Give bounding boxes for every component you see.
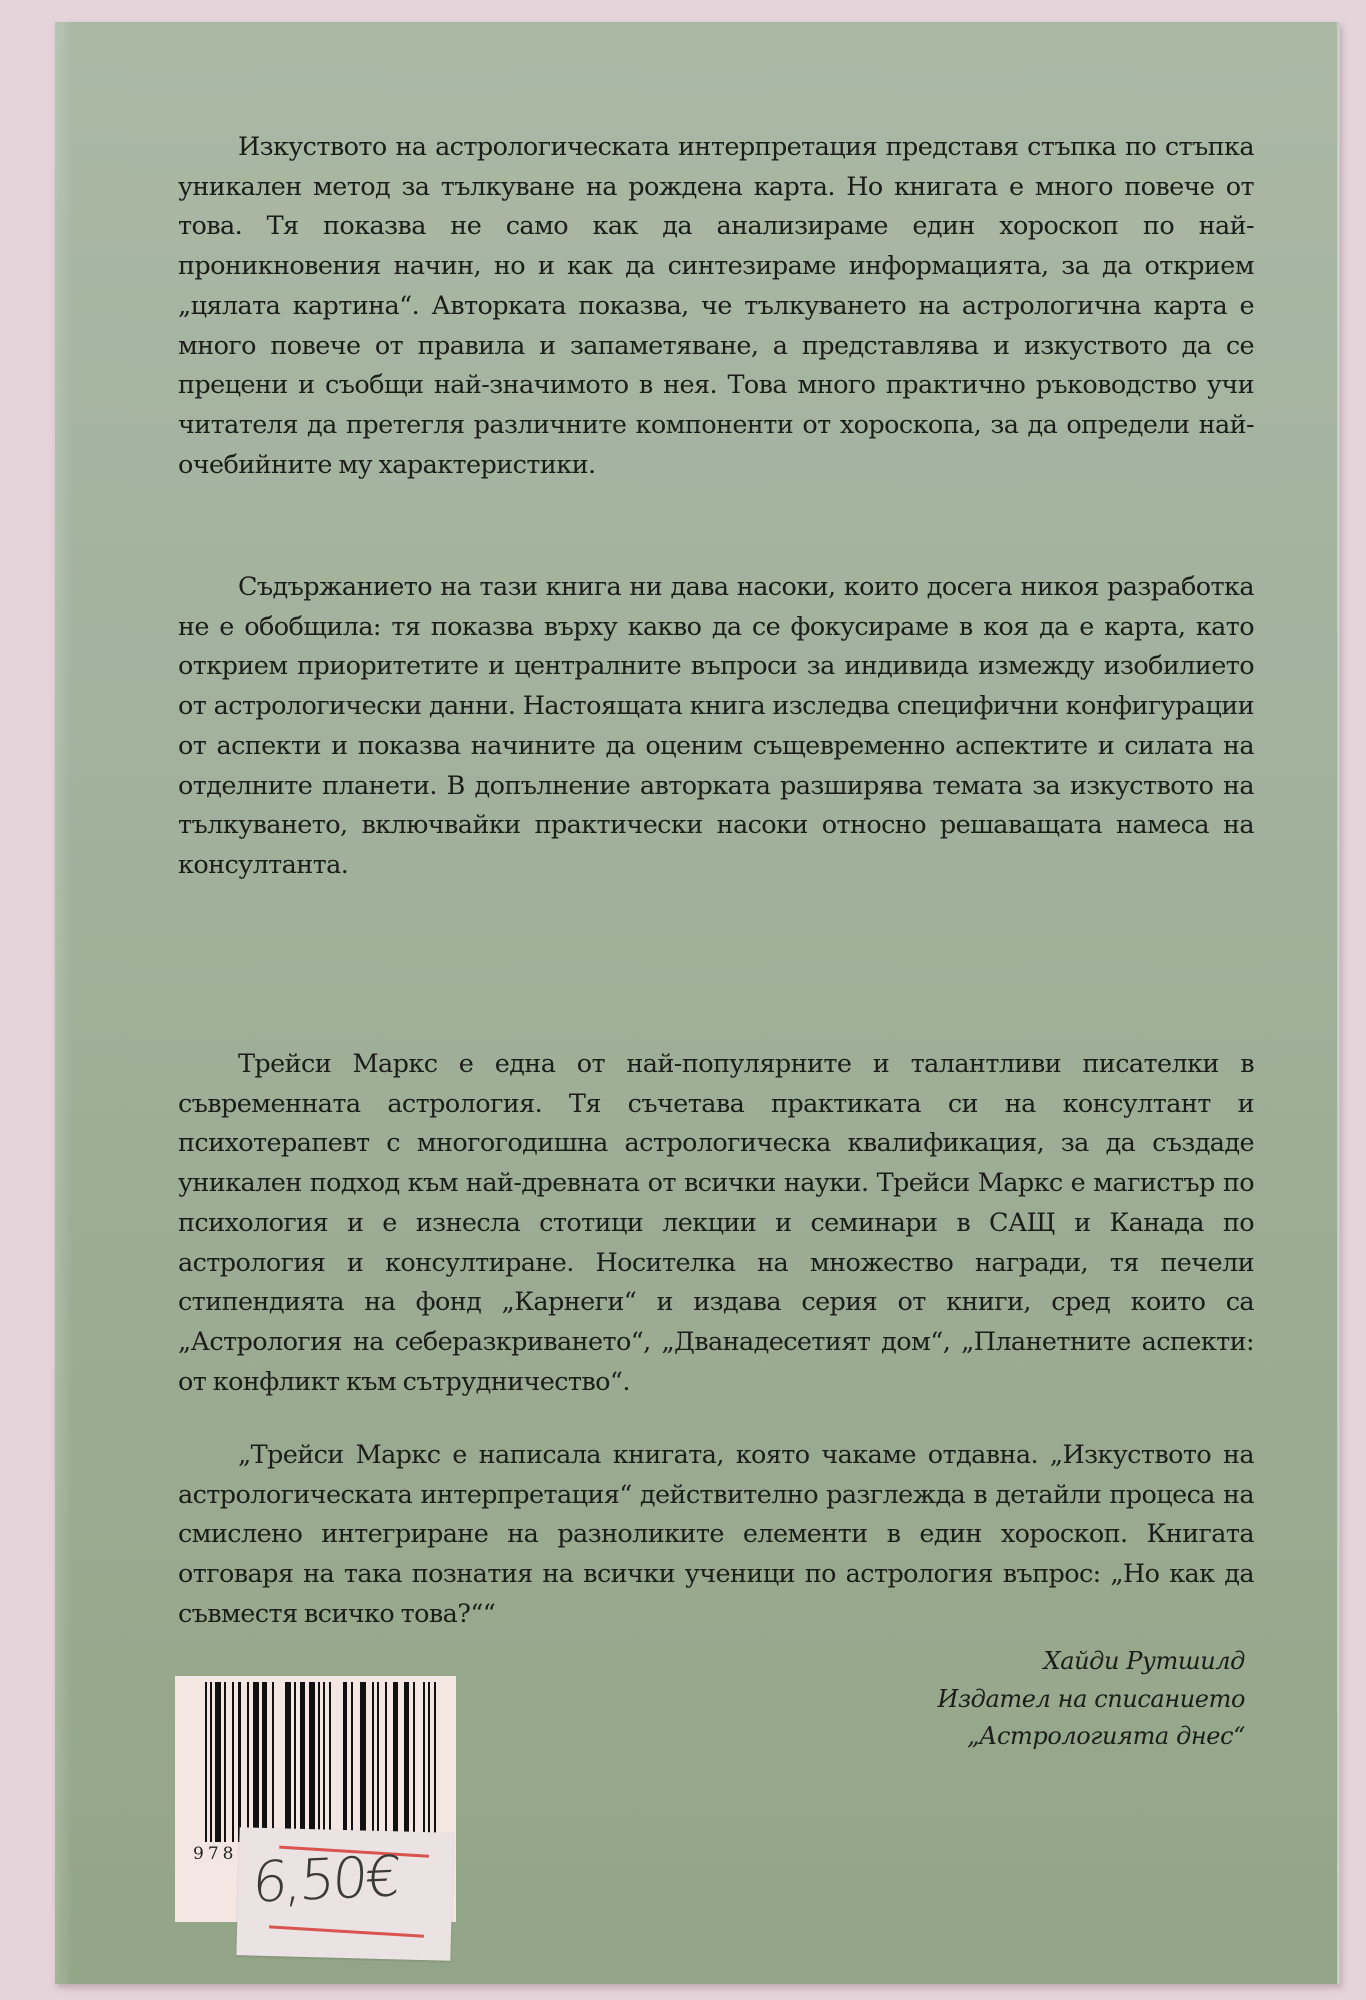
description-paragraph-2 <box>178 568 1254 886</box>
price-sticker <box>236 1827 453 1961</box>
quote-attribution <box>745 1643 1245 1756</box>
barcode-digits: 978 <box>193 1844 238 1864</box>
review-quote-paragraph <box>178 1436 1254 1635</box>
barcode-bars-icon <box>205 1682 440 1842</box>
attribution-publication: „Астрологията днес“ <box>967 1722 1245 1750</box>
attribution-role: Издател на списанието <box>937 1684 1245 1713</box>
paragraph-text: Изкуството на астрологическата интерпретация представя стъпка по стъпка уникален метод за тълкуване на рождена карта. Но книгата е много повече от това. Тя показва не само как да анализираме един хороскоп по най-проникновения начин, но и как да синтезираме информацията, за да открием „цялата картина“. Авторката показва, че тълкуването на астрологична карта е много повече от правила и запаметяване, а представлява и изкуството да се прецени и съобщи най-значимото в нея. Това много практично ръководство учи читателя да претегля различните компоненти от хороскопа, за да определи най-очебийните му характеристики. <box>178 132 1254 480</box>
paragraph-text: Трейси Маркс е една от най-популярните и талантливи писателки в съвременната астрология. Тя съчетава практиката си на консултант и психотерапевт с многогодишна астрологическа квалификация, за да създаде уникален подход към най-древната от всички науки. Трейси Маркс е магистър по психология и е изнесла стотици лекции и семинари в САЩ и Канада по астрология и консултиране. Носителка на множество награди, тя печели стипендията на фонд „Карнеги“ и издава серия от книги, сред които са „Астрология на себеразкриването“, „Дванадесетият дом“, „Планетните аспекти: от конфликт към сътрудничество“. <box>178 1049 1254 1397</box>
author-bio-paragraph <box>178 1045 1254 1402</box>
price-line-bottom <box>269 1925 424 1937</box>
price-value: 6,50€ <box>250 1844 400 1916</box>
paragraph-text: Съдържанието на тази книга ни дава насоки, които досега никоя разработка не е обобщила: тя показва върху какво да се фокусираме в коя да е карта, като открием приоритетите и централните въпроси за индивида измежду изобилието от астрологически данни. Настоящата книга изследва специфични конфигурации от аспекти и показва начините да оценим същевременно аспектите и силата на отделните планети. В допълнение авторката разширява темата за изкуството на тълкуването, включвайки практически насоки относно решаващата намеса на консултанта. <box>178 572 1254 880</box>
attribution-name: Хайди Рутшилд <box>1043 1647 1245 1675</box>
paragraph-text: „Трейси Маркс е написала книгата, която чакаме отдавна. „Изкуството на астрологическата интерпретация“ действително разглежда в детайли процеса на смислено интегриране на разноликите елементи в един хороскоп. Книгата отговаря на така познатия на всички ученици по астрология въпрос: „Но как да съвместя всичко това?““ <box>178 1440 1254 1629</box>
description-paragraph-1 <box>178 128 1254 485</box>
